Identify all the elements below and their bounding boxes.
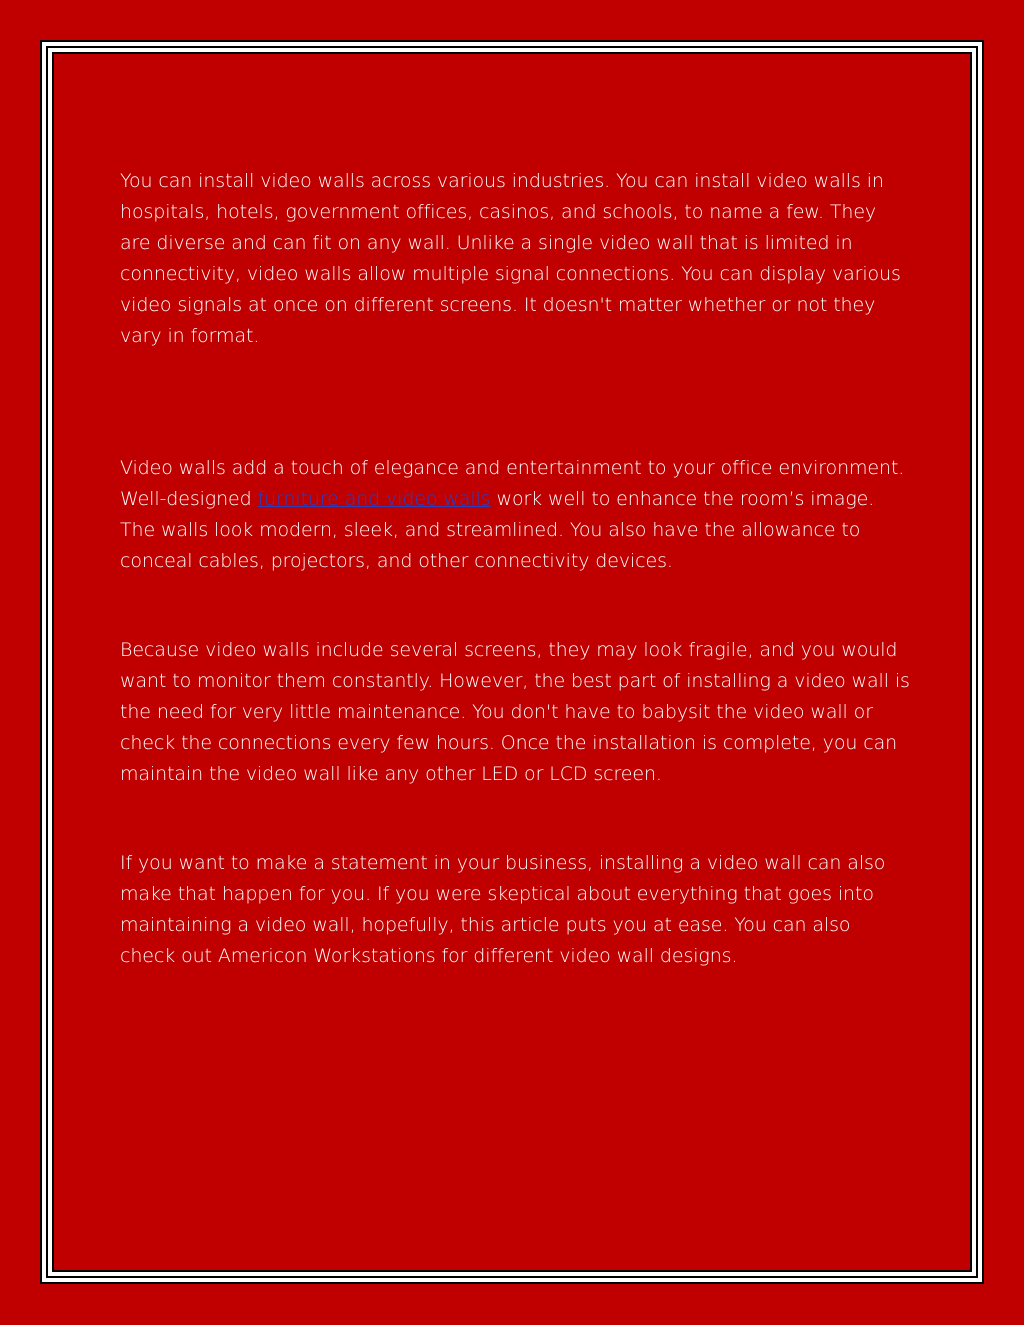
paragraph-installation: You can install video walls across various industries. You can install video walls in hospitals, hotels, government offices, casinos, and schools, to name a few. They are diverse and can fit on any wall. Unlike a single video wall that is limited in connectivity, video walls allow multiple signal connections. You can display various video signals at once on different screens. It doesn't matter whether or not they vary in format. xyxy=(120,170,901,347)
paragraph-maintenance: Because video walls include several screens, they may look fragile, and you would want to monitor them constantly. However, the best part of installing a video wall is the need for very little maintenance. You don't have to babysit the video wall or check the connections every few hours. Once the installation is complete, you can maintain the video wall like any other LED or LCD screen. xyxy=(120,639,910,785)
paragraph-spacer xyxy=(120,790,910,848)
paragraph-spacer xyxy=(120,577,910,635)
article-body xyxy=(120,166,910,972)
furniture-video-walls-link[interactable]: furniture and video walls xyxy=(257,488,491,510)
paragraph-statement: If you want to make a statement in your business, installing a video wall can also make that happen for you. If you were skeptical about everything that goes into maintaining a video wall, hopefully, this article puts you at ease. You can also check out Americon Workstations for different video wall designs. xyxy=(120,852,886,967)
paragraph-elegance-text-end: work well to enhance the room’s image. The walls look modern, sleek, and streamlined. You also have the allowance to conceal cables, projectors, and other connectivity devices. xyxy=(120,488,875,572)
paragraph-spacer xyxy=(120,352,910,453)
paragraph-elegance-text-start: Video walls add a touch of elegance and entertainment to your office environment. Well-designed xyxy=(120,457,905,510)
paragraph-elegance xyxy=(120,453,910,577)
